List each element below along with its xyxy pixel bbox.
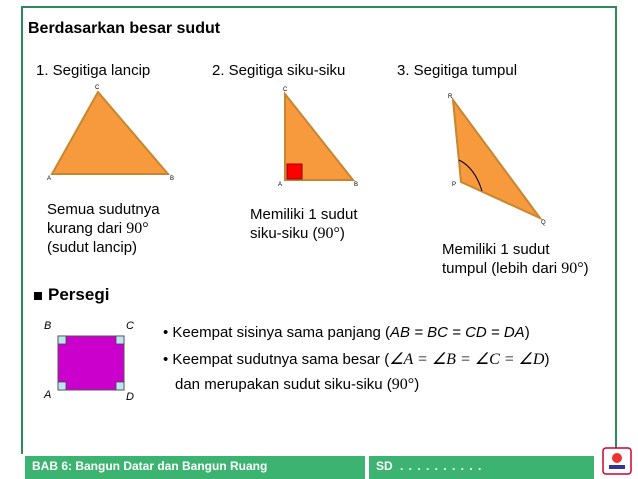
footer-dots: . . . . . . . . . . (400, 459, 483, 473)
desc-obtuse-line2-text: tumpul (lebih dari (442, 260, 558, 277)
acute-triangle-figure (40, 82, 190, 182)
persegi-heading (34, 285, 109, 305)
bullet-angles (163, 349, 549, 369)
obtuse-triangle (453, 100, 540, 218)
bullet-right-angle (175, 376, 419, 394)
desc-right-line2-text: siku-siku ( (250, 225, 318, 242)
desc-right-angle: 90° (317, 225, 340, 242)
desc-obtuse-angle: 90° (561, 260, 584, 277)
acute-vertex-a: A (47, 176, 52, 182)
square-corner-tr (116, 336, 124, 344)
label-acute: 1. Segitiga lancip (36, 62, 151, 79)
square-label-b: B (44, 320, 52, 332)
acute-triangle (52, 92, 168, 174)
label-obtuse: 3. Segitiga tumpul (397, 62, 518, 79)
right-angle-marker (287, 164, 302, 179)
desc-right (250, 205, 358, 243)
desc-acute-angle: 90° (126, 220, 149, 237)
label-right: 2. Segitiga siku-siku (212, 62, 346, 79)
bullet-square-icon (34, 292, 42, 300)
square-corner-tl (58, 336, 66, 344)
bullet-sides-text: • Keempat sisinya sama panjang ( (163, 324, 391, 341)
desc-acute-line2 (47, 219, 160, 238)
desc-obtuse (442, 240, 589, 278)
footer-chapter: BAB 6: Bangun Datar dan Bangun Ruang (32, 459, 268, 473)
bullet-sides-eq: AB = BC = CD = DA (390, 324, 525, 341)
right-triangle-figure (278, 82, 368, 192)
obtuse-vertex-q: Q (541, 220, 546, 226)
bullet-right-angle-val: 90° (391, 376, 415, 393)
bullet-sides-end: ) (524, 324, 530, 341)
square-label-d: D (126, 391, 134, 403)
obtuse-triangle-figure (440, 90, 560, 225)
square-label-a: A (44, 389, 52, 401)
square-shape (58, 336, 124, 390)
logo-icon (601, 446, 633, 476)
bullet-right-text: dan merupakan sudut siku-siku ( (175, 376, 392, 393)
desc-right-line2-end: ) (339, 225, 345, 242)
right-vertex-b: B (354, 182, 359, 188)
desc-acute-line1: Semua sudutnya (47, 201, 160, 218)
desc-acute-line3: (sudut lancip) (47, 239, 138, 256)
square-corner-br (116, 382, 124, 390)
square-figure (56, 334, 128, 392)
desc-obtuse-line2 (442, 259, 589, 278)
footer-level: SD (376, 459, 393, 473)
desc-obtuse-line1: Memiliki 1 sudut (442, 241, 550, 258)
desc-right-line1: Memiliki 1 sudut (250, 206, 358, 223)
right-vertex-a: A (278, 182, 283, 188)
desc-obtuse-line2-end: ) (583, 260, 589, 277)
bullet-sides (163, 324, 530, 341)
obtuse-vertex-p: P (452, 182, 457, 188)
bullet-angles-text: • Keempat sudutnya sama besar ( (163, 351, 390, 368)
acute-vertex-b: B (170, 176, 175, 182)
bullet-angles-end: ) (544, 351, 550, 368)
page-heading: Berdasarkan besar sudut (28, 20, 221, 37)
right-vertex-c: C (283, 87, 288, 93)
square-label-c: C (126, 320, 134, 332)
persegi-title: Persegi (48, 285, 110, 304)
square-corner-bl (58, 382, 66, 390)
bullet-right-end: ) (414, 376, 420, 393)
desc-acute-line2-text: kurang dari (47, 220, 123, 237)
desc-right-line2 (250, 224, 358, 243)
desc-acute (47, 200, 160, 257)
obtuse-vertex-r: R (448, 94, 453, 100)
acute-vertex-c: C (95, 85, 100, 91)
bullet-angles-eq: ∠A = ∠B = ∠C = ∠D (389, 351, 545, 368)
